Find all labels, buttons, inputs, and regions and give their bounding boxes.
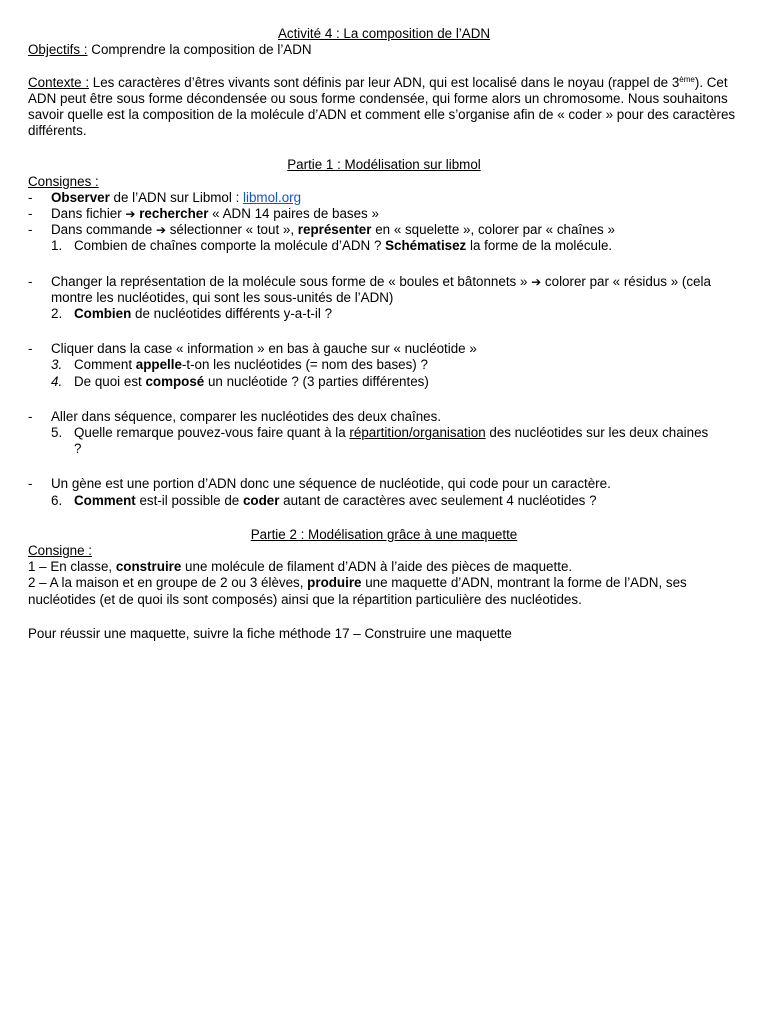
consigne-label: Consigne : xyxy=(28,543,93,559)
question-2: 2. Combien de nucléotides différents y-a-t-il ? xyxy=(51,306,333,322)
consigne-step-2: 2 – A la maison et en groupe de 2 ou 3 élèves, produire une maquette d’ADN, montrant la forme de l’ADN, ses nucléotides (et de quoi ils sont composés) ainsi que la répartition particulière des nucléotides. xyxy=(28,575,687,607)
contexte-paragraph: Contexte : Les caractères d’êtres vivants sont définis par leur ADN, qui est localisé dans le noyau (rappel de 3ème). Cet ADN peut être sous forme décondensée ou sous forme condensée, qui forme alors un chromosome. Nous souhaitons savoir quelle est la composition de la molécule d’ADN et comment elle s’organise afin de « coder » pour des caractères différents. xyxy=(28,74,736,139)
bullet-sequence: - Aller dans séquence, comparer les nucléotides des deux chaînes. xyxy=(28,408,442,424)
bullet-information: - Cliquer dans la case « information » en bas à gauche sur « nucléotide » xyxy=(28,341,477,357)
document-title: Activité 4 : La composition de l’ADN xyxy=(277,26,491,41)
bullet-gene: - Un gène est une portion d’ADN donc une séquence de nucléotide, qui code pour un caractère. xyxy=(28,476,611,492)
consigne-step-1: 1 – En classe, construire une molécule de filament d’ADN à l’aide des pièces de maquette. xyxy=(28,559,573,575)
contexte-label: Contexte : xyxy=(28,74,90,90)
arrow-right-icon: ➔ xyxy=(125,207,136,222)
question-5: 5. Quelle remarque pouvez-vous faire quant à la répartition/organisation des nucléotides sur les deux chaines ? xyxy=(51,425,709,457)
objectifs-label: Objectifs : xyxy=(28,42,88,58)
objectifs-line: Objectifs : Comprendre la composition de l’ADN xyxy=(28,42,312,58)
libmol-link[interactable]: libmol.org xyxy=(243,189,302,205)
bullet-representation: - Changer la représentation de la molécule sous forme de « boules et bâtonnets » ➔ colorer par « résidus » (cela montre les nucléotides, qui sont les sous-unités de l’ADN) xyxy=(28,273,711,305)
partie1-title: Partie 1 : Modélisation sur libmol xyxy=(287,157,481,173)
bullet-fichier: - Dans fichier ➔ rechercher « ADN 14 paires de bases » xyxy=(28,206,379,222)
consignes-label: Consignes : xyxy=(28,173,99,189)
question-4: 4. De quoi est composé un nucléotide ? (3 parties différentes) xyxy=(51,373,429,389)
question-3: 3. Comment appelle-t-on les nucléotides (= nom des bases) ? xyxy=(51,357,428,373)
bullet-commande: - Dans commande ➔ sélectionner « tout », représenter en « squelette », colorer par « chaînes » xyxy=(28,222,615,238)
footer-note: Pour réussir une maquette, suivre la fiche méthode 17 – Construire une maquette xyxy=(28,625,512,641)
arrow-right-icon: ➔ xyxy=(531,274,542,289)
document-page xyxy=(28,26,740,642)
arrow-right-icon: ➔ xyxy=(155,223,167,238)
question-6: 6. Comment est-il possible de coder autant de caractères avec seulement 4 nucléotides ? xyxy=(51,492,597,508)
partie2-title: Partie 2 : Modélisation grâce à une maquette xyxy=(250,526,518,542)
bullet-observer: - Observer de l’ADN sur Libmol : libmol.org xyxy=(28,189,302,205)
question-1: 1. Combien de chaînes comporte la molécule d’ADN ? Schématisez la forme de la molécule. xyxy=(51,238,613,254)
